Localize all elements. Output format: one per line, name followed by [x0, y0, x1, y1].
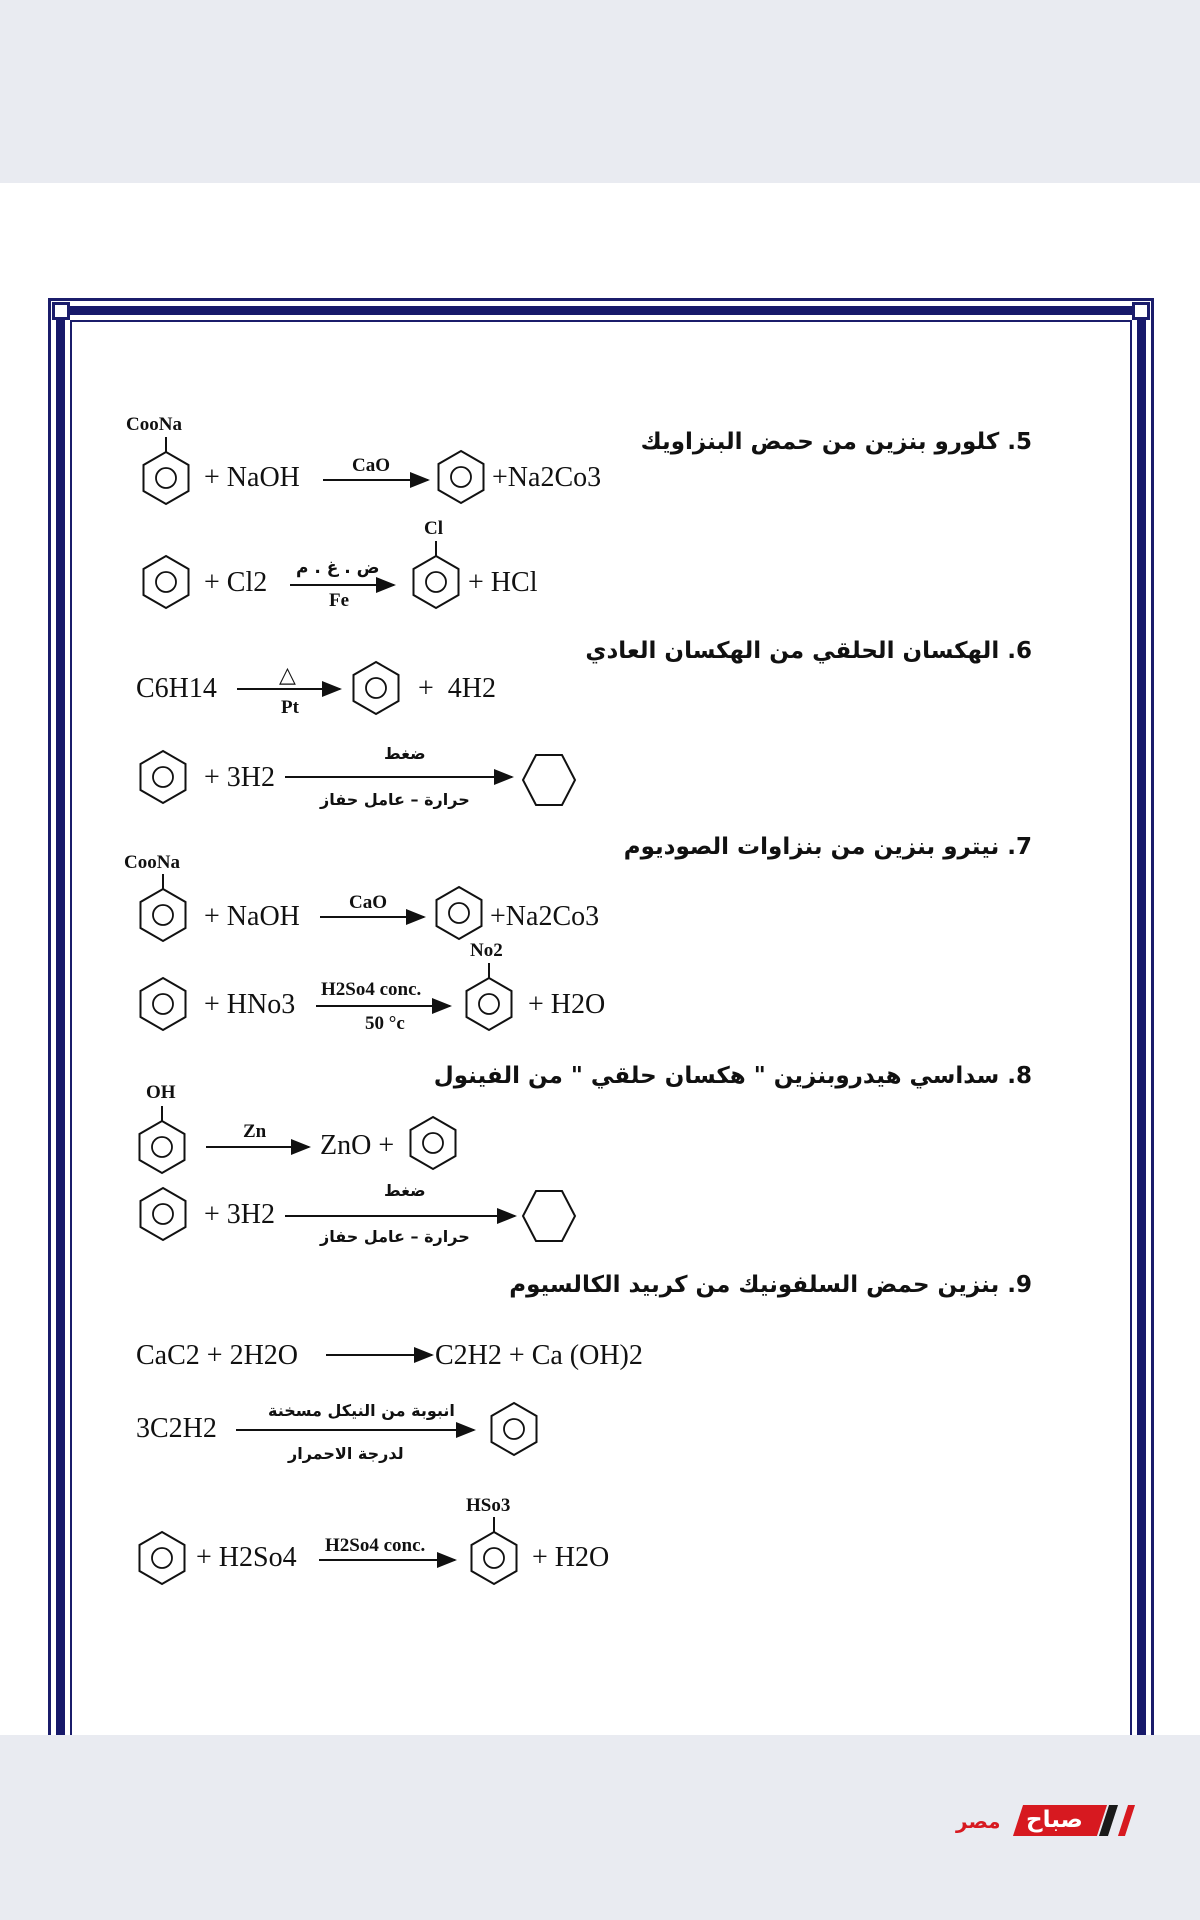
- product: +Na2Co3: [490, 901, 600, 932]
- reagent: + 3H2: [204, 762, 276, 793]
- catalyst-label: CaO: [349, 892, 387, 913]
- section-heading-5: 5. كلورو بنزين من حمض البنزاويك: [640, 429, 1032, 455]
- products: C2H2 + Ca (OH)2: [435, 1340, 643, 1371]
- reactant: C6H14: [136, 673, 217, 704]
- condition-top: H2So4 conc.: [321, 979, 422, 1000]
- reagent: + 3H2: [204, 1199, 276, 1230]
- reactants: CaC2 + 2H2O: [136, 1340, 299, 1371]
- condition-top: انبوبة من النيكل مسخنة: [268, 1401, 455, 1420]
- condition-top: H2So4 conc.: [325, 1535, 426, 1556]
- condition-top: ضغط: [384, 1181, 426, 1200]
- condition-bottom: 50 °c: [365, 1013, 405, 1034]
- substituent-label: No2: [470, 940, 503, 961]
- reagent: + Cl2: [204, 567, 268, 598]
- reagent: + HNo3: [204, 989, 296, 1020]
- condition-bottom: حرارة – عامل حفاز: [320, 790, 470, 809]
- border-corner-top-right: [1132, 302, 1150, 320]
- border-corner-top-left: [52, 302, 70, 320]
- substituent-label: CooNa: [124, 852, 180, 873]
- condition-top: ضغط: [384, 744, 426, 763]
- substituent-label: HSo3: [466, 1495, 511, 1516]
- product: + H2O: [532, 1542, 610, 1573]
- substituent-label: Cl: [424, 518, 443, 539]
- reagent: + NaOH: [204, 462, 300, 493]
- catalyst-label: CaO: [352, 455, 390, 476]
- condition-bottom: حرارة – عامل حفاز: [320, 1227, 470, 1246]
- page-border-inner: [70, 320, 1132, 1735]
- product: +Na2Co3: [492, 462, 602, 493]
- reagent: + NaOH: [204, 901, 300, 932]
- product: ZnO +: [320, 1130, 395, 1161]
- section-heading-8: 8. سداسي هيدروبنزين " هكسان حلقي " من الفينول: [433, 1063, 1032, 1089]
- substituent-label: OH: [146, 1082, 176, 1103]
- reagent: + H2So4: [196, 1542, 297, 1573]
- section-heading-9: 9. بنزين حمض السلفونيك من كربيد الكالسيوم: [509, 1272, 1032, 1298]
- section-heading-6: 6. الهكسان الحلقي من الهكسان العادي: [585, 638, 1032, 664]
- substituent-label: CooNa: [126, 414, 182, 435]
- logo-word-sabah: صباح: [1026, 1807, 1083, 1833]
- product: + H2O: [528, 989, 606, 1020]
- condition-bottom: Fe: [329, 590, 350, 611]
- product: + 4H2: [418, 673, 497, 704]
- heat-symbol: △: [279, 662, 296, 687]
- site-logo: [956, 1800, 1146, 1842]
- section-heading-7: 7. نيترو بنزين من بنزاوات الصوديوم: [623, 834, 1032, 860]
- reactant: 3C2H2: [136, 1413, 217, 1444]
- condition-bottom: لدرجة الاحمرار: [288, 1444, 404, 1463]
- condition-top: ض . غ . م: [296, 558, 380, 578]
- logo-slash-icon: [1118, 1805, 1135, 1836]
- product: + HCl: [468, 567, 538, 598]
- logo-word-masr: مصر: [956, 1809, 1001, 1833]
- condition-bottom: Pt: [281, 697, 299, 718]
- catalyst-label: Zn: [243, 1121, 267, 1142]
